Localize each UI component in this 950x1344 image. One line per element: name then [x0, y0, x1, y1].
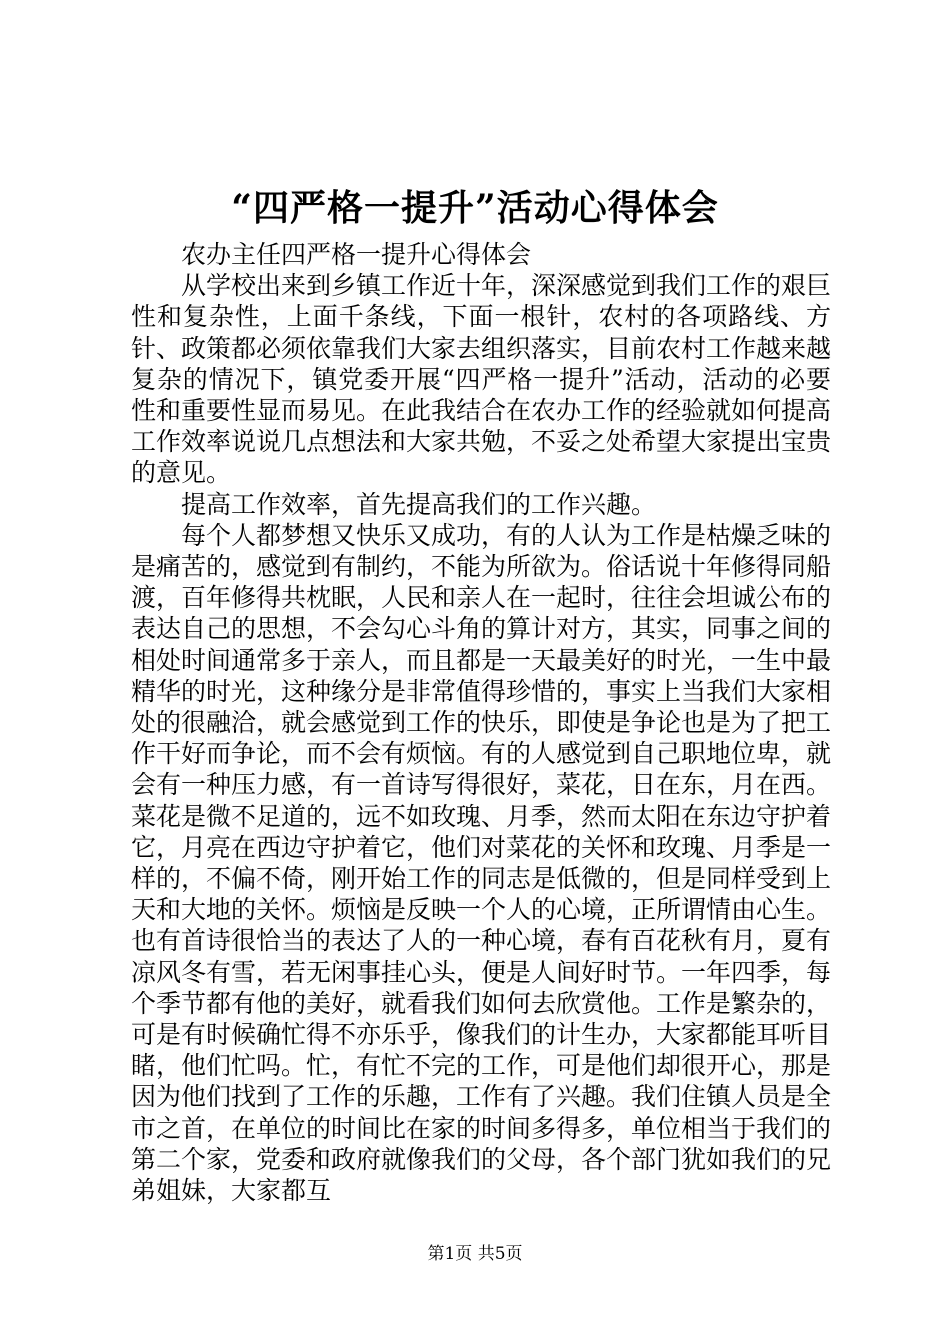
paragraph-intro: 从学校出来到乡镇工作近十年，深深感觉到我们工作的艰巨性和复杂性，上面千条线，下面一根针，农村的各项路线、方针、政策都必须依靠我们大家去组织落实，目前农村工作越来越复杂的情况下，镇党委开展“四严格一提升”活动，活动的必要性和重要性显而易见。在此我结合在农办工作的经验就如何提高工作效率说说几点想法和大家共勉，不妥之处希望大家提出宝贵的意见。	[131, 271, 832, 488]
document-title: “四严格一提升”活动心得体会	[231, 187, 719, 229]
document-body	[131, 239, 831, 1206]
paragraph-subtitle: 农办主任四严格一提升心得体会	[181, 240, 532, 269]
paragraph-main: 每个人都梦想又快乐又成功，有的人认为工作是枯燥乏味的是痛苦的，感觉到有制约，不能为所欲为。俗话说十年修得同船渡，百年修得共枕眠，人民和亲人在一起时，往往会坦诚公布的表达自己的思想，不会勾心斗角的算计对方，其实，同事之间的相处时间通常多于亲人，而且都是一天最美好的时光，一生中最精华的时光，这种缘分是非常值得珍惜的，事实上当我们大家相处的很融洽，就会感觉到工作的快乐，即使是争论也是为了把工作干好而争论，而不会有烦恼。有的人感觉到自己职地位卑，就会有一种压力感，有一首诗写得很好，菜花，日在东，月在西。菜花是微不足道的，远不如玫瑰、月季，然而太阳在东边守护着它，月亮在西边守护着它，他们对菜花的关怀和玫瑰、月季是一样的，不偏不倚，刚开始工作的同志是低微的，但是同样受到上天和大地的关怀。烦恼是反映一个人的心境，正所谓情由心生。也有首诗很恰当的表达了人的一种心境，春有百花秋有月，夏有凉风冬有雪，若无闲事挂心头，便是人间好时节。一年四季，每个季节都有他的美好，就看我们如何去欣赏他。工作是繁杂的，可是有时候确忙得不亦乐乎，像我们的计生办，大家都能耳听目睹，他们忙吗。忙，有忙不完的工作，可是他们却很开心，那是因为他们找到了工作的乐趣，工作有了兴趣。我们住镇人员是全市之首，在单位的时间比在家的时间多得多，单位相当于我们的第二个家，党委和政府就像我们的父母，各个部门犹如我们的兄弟姐妹，大家都互	[131, 520, 832, 1206]
page-number-footer: 第1页 共5页	[427, 1244, 523, 1264]
paragraph-heading-point: 提高工作效率，首先提高我们的工作兴趣。	[181, 489, 657, 519]
